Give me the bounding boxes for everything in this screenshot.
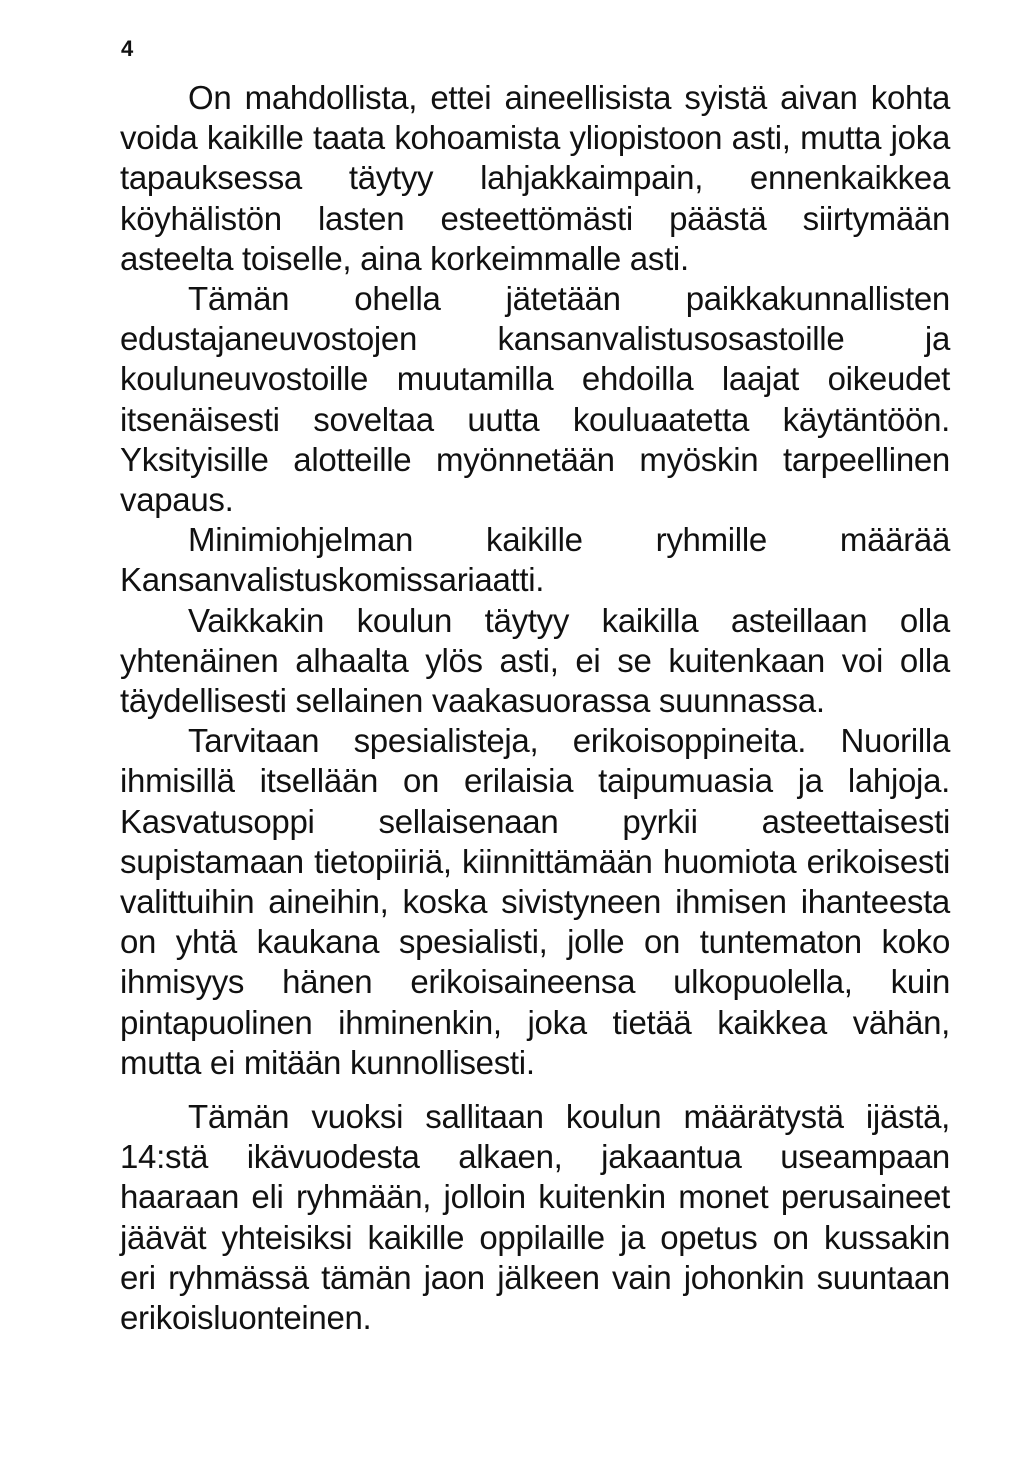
paragraph-3: Minimiohjelman kaikille ryhmille määrää Kansanvalistuskomissariaatti. xyxy=(120,521,950,599)
paragraph-2: Tämän ohella jätetään paikkakunnallisten edustajaneuvostojen kansanvalistusosastoille ja kouluneuvostoille muutamilla ehdoilla laajat oikeudet itsenäisesti soveltaa uutta kouluaatetta käytäntöön. Yksityisille alotteille myönnetään myöskin tarpeellinen vapaus. xyxy=(120,280,950,519)
paragraph-1: On mahdollista, ettei aineellisista syistä aivan kohta voida kaikille taata kohoamista yliopistoon asti, mutta joka tapauksessa täytyy lahjakkaimpain, ennenkaikkea köyhälistön lasten esteettömästi päästä siirtymään asteelta toiselle, aina korkeimmalle asti. xyxy=(120,79,950,277)
paragraph-6: Tämän vuoksi sallitaan koulun määrätystä ijästä, 14:stä ikävuodesta alkaen, jakaantua useampaan haaraan eli ryhmään, jolloin kuitenkin monet perusaineet jäävät yhteisiksi kaikille oppilaille ja opetus on kussakin eri ryhmässä tämän jaon jälkeen vain johonkin suuntaan erikoisluonteinen. xyxy=(120,1098,950,1337)
body-text xyxy=(120,78,950,1338)
paragraph-4: Vaikkakin koulun täytyy kaikilla asteillaan olla yhtenäinen alhaalta ylös asti, ei se kuitenkaan voi olla täydellisesti sellainen vaakasuorassa suunnassa. xyxy=(120,601,950,720)
paragraph-5: Tarvitaan spesialisteja, erikoisoppineita. Nuorilla ihmisillä itsellään on erilaisia taipumuasia ja lahjoja. Kasvatusoppi sellaisenaan pyrkii asteettaisesti supistamaan tietopiiriä, kiinnittämään huomiota erikoisesti valittuihin aineihin, koska sivistyneen ihmisen ihanteesta on yhtä kaukana spesialisti, jolle on tuntematon koko ihmisyys hänen erikoisaineensa ulkopuolella, kuin pintapuolinen ihminenkin, joka tietää kaikkea vähän, mutta ei mitään kunnollisesti. xyxy=(120,722,950,1081)
page-number: 4 xyxy=(121,36,134,61)
